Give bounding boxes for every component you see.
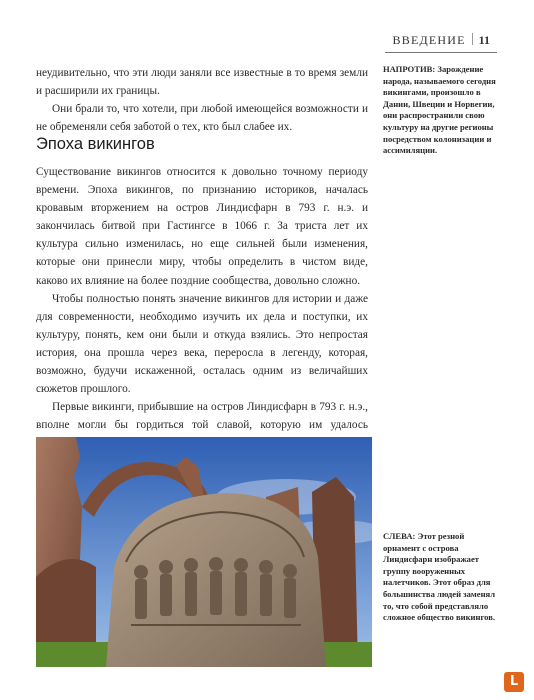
header-rule	[385, 52, 497, 53]
section-heading: Эпоха викингов	[36, 135, 155, 153]
caption-opposite: НАПРОТИВ: Зарождение народа, называемого сегодня викингами, произошло в Дании, Швеции и Норвегии, они распространили свою культуру на другие регионы посредством колонизации и ассимиляции.	[383, 64, 496, 156]
intro-text	[36, 64, 368, 136]
page-number: 11	[478, 33, 490, 47]
publisher-logo: L	[504, 672, 524, 692]
body-paragraph-1: Существование викингов относится к довольно точному периоду времени. Эпоха викингов, по признанию историков, началась кровавым вторжением на остров Линдисфарн в 793 г. н.э. и закончилась битвой при Гастингсе в 1066 г. За триста лет их культура сильно изменилась, но еще сильней были изменения, которые они принесли миру, чтобы определить в чистом виде, каково их влияние на более поздние сообщества, довольно сложно.	[36, 166, 368, 287]
header-separator	[472, 33, 473, 45]
intro-paragraph-1: неудивительно, что эти люди заняли все известные в то время земли и расширили их границы.	[36, 67, 368, 98]
running-header	[393, 33, 490, 48]
body-paragraph-3: Первые викинги, прибывшие на остров Линдисфарн в 793 г. н.э., вполне могли бы гордиться той славой, которую им удалось	[36, 401, 368, 432]
photo-illustration	[36, 437, 372, 667]
intro-paragraph-2: Они брали то, что хотели, при любой имеющейся возможности и не обременяли себя заботой о тех, кто был слабее их.	[36, 103, 368, 134]
lindisfarne-stone-photo	[36, 437, 372, 667]
section-name: ВВЕДЕНИЕ	[392, 33, 466, 47]
caption-left: СЛЕВА: Этот резной орнамент с острова Линдисфарн изображает группу вооруженных налетчиков. Этот образ для большинства людей заменял то, что собой представляло сложное общество викингов.	[383, 531, 496, 623]
body-paragraph-2: Чтобы полностью понять значение викингов для истории и даже для современности, необходимо изучить их дела и поступки, их культуру, понять, кем они были и откуда взялись. Это непростая история, она прошла через века, переросла в легенду, которая, возможно, будучи искаженной, осталась одним из величайших сюжетов прошлого.	[36, 292, 368, 396]
